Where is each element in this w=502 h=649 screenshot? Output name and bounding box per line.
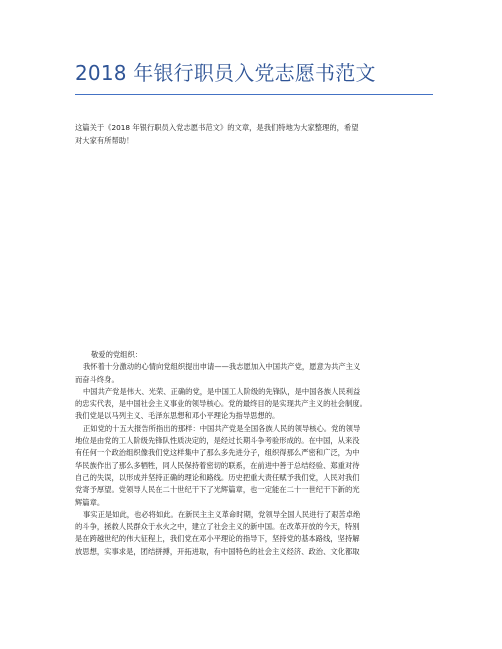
intro-line: 对大家有所帮助！ [75, 136, 134, 145]
body-line: 的斗争，拯救人民群众于水火之中，建立了社会主义的新中国。在改革开放的今天，特别 [75, 522, 360, 532]
body-line: 正如党的十五大报告所指出的那样：中国共产党是全国各族人民的领导核心。党的领导 [83, 423, 361, 433]
body-line: 地位是由党的工人阶级先锋队性质决定的，是经过长期斗争考验形成的。在中国，从来没 [75, 436, 360, 446]
body-line: 事实正是如此，也必将如此。在新民主主义革命时期，党领导全国人民进行了艰苦卓绝 [83, 509, 361, 519]
body-line: 放思想，实事求是，团结拼搏，开拓进取，有中国特色的社会主义经济、政治、文化都取 [75, 546, 360, 556]
body-line: 有任何一个政治组织像我们党这样集中了那么多先进分子，组织得那么严密和广泛，为中 [75, 448, 360, 458]
body-line: 而奋斗终身。 [75, 374, 119, 384]
letter-body [75, 349, 430, 558]
body-line: 我怀着十分激动的心情向党组织提出申请——我志愿加入中国共产党，愿意为共产主义 [83, 362, 361, 372]
body-line: 我们党是以马列主义、毛泽东思想和邓小平理论为指导思想的。 [75, 411, 280, 421]
body-line: 的忠实代表，是中国社会主义事业的领导核心。党的最终目的是实现共产主义的社会制度。 [75, 399, 367, 409]
title-underline [75, 94, 433, 95]
salutation: 敬爱的党组织： [91, 350, 143, 359]
body-line: 华民族作出了那么多牺牲，同人民保持着密切的联系，在前进中善于总结经验、郑重对待 [75, 460, 360, 470]
body-line: 中国共产党是伟大、光荣、正确的党，是中国工人阶级的先锋队，是中国各族人民利益 [83, 386, 361, 396]
body-line: 是在跨越世纪的伟大征程上，我们党在邓小平理论的指导下，坚持党的基本路线，坚持解 [75, 534, 360, 544]
intro-paragraph [75, 121, 430, 147]
body-line: 党寄予厚望。党领导人民在二十世纪干下了光辉篇章，也一定能在二十一世纪干下新的光 [75, 485, 360, 495]
body-line: 自己的失误，以形成并坚持正确的理论和路线。历史把重大责任赋予我们党，人民对我们 [75, 472, 360, 482]
body-line: 辉篇章。 [75, 497, 105, 507]
intro-line: 这篇关于《2018 年银行职员入党志愿书范文》的文章，是我们特地为大家整理的，希望 [75, 123, 359, 132]
document-title: 2018 年银行职员入党志愿书范文 [75, 61, 376, 85]
